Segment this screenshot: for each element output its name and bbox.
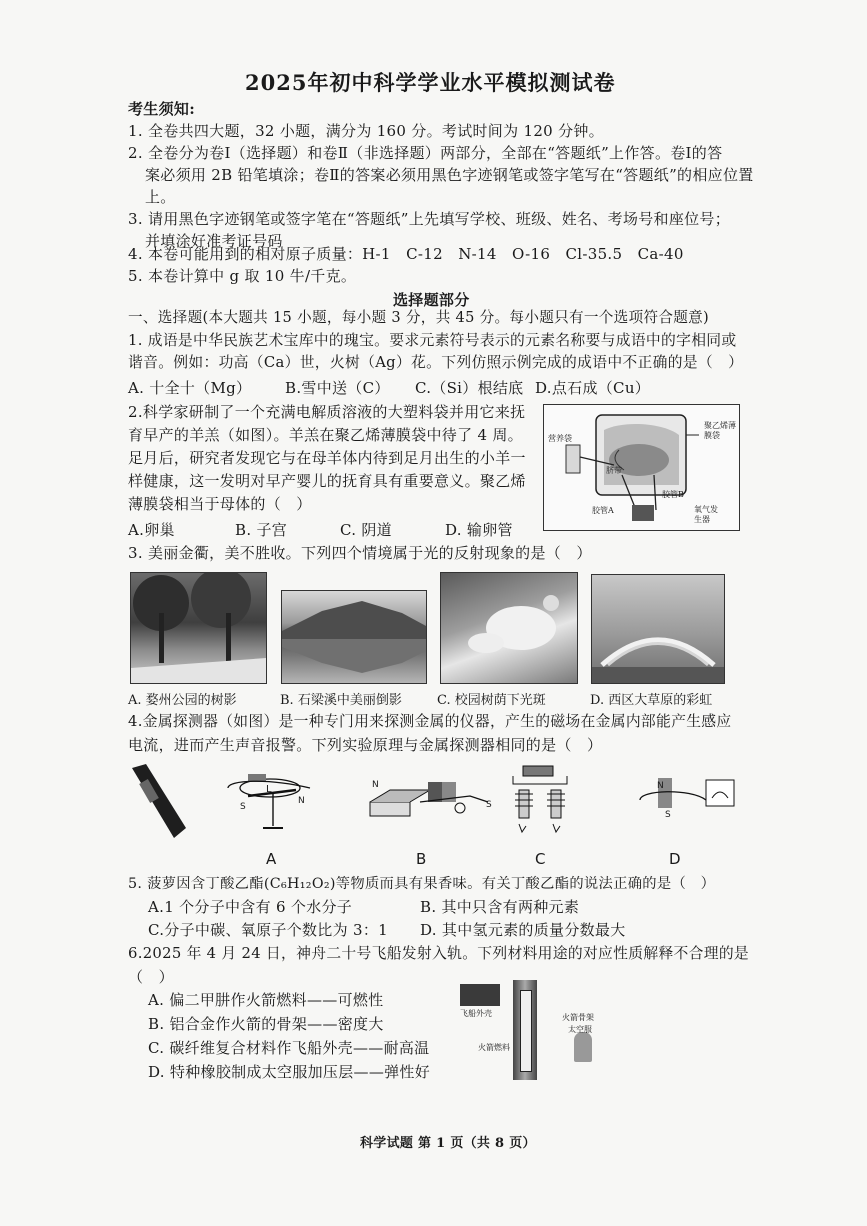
q5-option-a: A.1 个分子中含有 6 个水分子 (148, 898, 353, 916)
section-title: 选择题部分 (393, 291, 470, 309)
notice-item: 4. 本卷可能用到的相对原子质量：H-1 C-12 N-14 O-16 Cl-35.5 Ca-40 (128, 245, 684, 263)
notice-item: 并填涂好准考证号码 (145, 232, 283, 250)
q4-option-d: D (669, 850, 681, 868)
figure-label: 太空服 (568, 1025, 592, 1034)
q1-option-a: A. 十全十（Mg） (128, 379, 252, 397)
q2-stem: 样健康，这一发明对早产婴儿的抚育具有重要意义。聚乙烯 (128, 472, 526, 490)
a-label-n: N (298, 796, 305, 806)
figure-label: 胶管B (662, 490, 684, 499)
q6-option-c: C. 碳纤维复合材料作飞船外壳——耐高温 (148, 1039, 430, 1057)
figure-label: 聚乙烯薄膜袋 (704, 421, 736, 440)
d-label-s: S (665, 810, 671, 820)
rocket-figure (458, 980, 598, 1080)
q3-stem: 3. 美丽金衢，美不胜收。下列四个情境属于光的反射现象的是（ ） (128, 544, 592, 562)
q4-option-c: C (535, 850, 546, 868)
q5-option-d: D. 其中氢元素的质量分数最大 (420, 921, 626, 939)
q1-stem: 1. 成语是中华民族艺术宝库中的瑰宝。要求元素符号表示的元素名称要与成语中的字相同或 (128, 332, 737, 349)
part1-heading: 一、选择题(本大题共 15 小题，每小题 3 分，共 45 分。每小题只有一个选项符合题意) (128, 309, 710, 326)
notice-item: 案必须用 2B 铅笔填涂；卷Ⅱ的答案必须用黑色字迹钢笔或签字笔写在“答题纸”的相应位置 (145, 166, 754, 184)
q3-caption-d: D. 西区大草原的彩虹 (590, 693, 713, 708)
option-b-apparatus (360, 772, 500, 832)
figure-label: 火箭骨架 (562, 1013, 594, 1022)
q2-stem: 薄膜袋相当于母体的（ ） (128, 495, 312, 513)
q3-caption-c: C. 校园树荫下光斑 (437, 693, 546, 708)
photo-reflection (281, 590, 427, 684)
q6-option-a: A. 偏二甲肼作火箭燃料——可燃性 (148, 991, 384, 1009)
notice-item: 上。 (145, 188, 176, 206)
notice-item: 5. 本卷计算中 g 取 10 牛/千克。 (128, 267, 357, 285)
figure-label: 火箭燃料 (478, 1043, 510, 1052)
figure-label: 胶管A (592, 506, 614, 515)
q5-stem: 5. 菠萝因含丁酸乙酯(C₆H₁₂O₂)等物质而具有果香味。有关丁酸乙酯的说法正确的是（ ） (128, 876, 716, 892)
q5-option-c: C.分子中碳、氧原子个数比为 3：1 (148, 921, 388, 939)
page-title: 2025年初中科学学业水平模拟测试卷 (245, 70, 616, 95)
q6-stem: 6.2025 年 4 月 24 日，神舟二十号飞船发射入轨。下列材料用途的对应性质解释不合理的是 (128, 945, 750, 962)
q2-option-c: C. 阴道 (340, 521, 392, 539)
q3-caption-a: A. 婺州公园的树影 (128, 693, 237, 708)
q2-option-a: A.卵巢 (128, 521, 175, 539)
option-a-apparatus (218, 766, 328, 836)
b-label-n: N (372, 780, 379, 790)
notice-item: 1. 全卷共四大题，32 小题，满分为 160 分。考试时间为 120 分钟。 (128, 122, 604, 140)
figure-label: 营养袋 (548, 434, 572, 443)
d-label-n: N (657, 781, 664, 791)
q4-stem: 4.金属探测器（如图）是一种专门用来探测金属的仪器，产生的磁场在金属内部能产生感应 (128, 713, 732, 730)
q4-stem: 电流，进而产生声音报警。下列实验原理与金属探测器相同的是（ ） (128, 736, 603, 754)
q6-option-d: D. 特种橡胶制成太空服加压层——弹性好 (148, 1063, 431, 1081)
notice-item: 3. 请用黑色字迹钢笔或签字笔在“答题纸”上先填写学校、班级、姓名、考场号和座位号； (128, 210, 731, 228)
q1-option-d: D.点石成（Cu） (535, 379, 651, 397)
notice-item: 2. 全卷分为卷Ⅰ（选择题）和卷Ⅱ（非选择题）两部分，全部在“答题纸”上作答。卷Ⅰ的答 (128, 144, 723, 162)
q1-option-b: B.雪中送（C） (285, 379, 390, 397)
metal-detector-image (124, 762, 194, 842)
option-d-apparatus (630, 770, 745, 830)
page-footer: 科学试题 第 1 页（共 8 页） (360, 1136, 536, 1151)
q6-option-b: B. 铝合金作火箭的骨架——密度大 (148, 1015, 384, 1033)
a-label-l: L (266, 784, 272, 795)
q2-option-d: D. 输卵管 (445, 521, 513, 539)
q2-option-b: B. 子宫 (235, 521, 288, 539)
figure-label: 脐带 (606, 466, 622, 475)
q2-stem: 2.科学家研制了一个充满电解质溶液的大塑料袋并用它来抚 (128, 403, 526, 421)
q6-stem: （ ） (128, 968, 174, 986)
option-c-apparatus (505, 762, 580, 842)
q4-option-a: A (266, 850, 277, 868)
figure-label: 飞船外壳 (460, 1009, 492, 1018)
b-label-s: S (486, 800, 492, 810)
q2-stem: 足月后，研究者发现它与在母羊体内待到足月出生的小羊一 (128, 449, 526, 467)
q4-option-b: B (416, 850, 427, 868)
q1-stem: 谐音。例如：功高（Ca）世，火树（Ag）花。下列仿照示例完成的成语中不正确的是（ ） (128, 354, 744, 371)
q3-caption-b: B. 石梁溪中美丽倒影 (280, 693, 402, 708)
photo-tree-shadow (130, 572, 267, 684)
a-label-s: S (240, 802, 246, 812)
q2-stem: 育早产的羊羔（如图）。羊羔在聚乙烯薄膜袋中待了 4 周。 (128, 426, 523, 444)
photo-rainbow (591, 574, 725, 684)
figure-label: 氧气发生器 (694, 505, 718, 524)
lamb-bag-figure (543, 404, 740, 531)
photo-light-spots (440, 572, 578, 684)
q1-option-c: C.（Si）根结底 (415, 379, 524, 397)
notice-heading: 考生须知: (128, 100, 196, 118)
q5-option-b: B. 其中只含有两种元素 (420, 898, 580, 916)
